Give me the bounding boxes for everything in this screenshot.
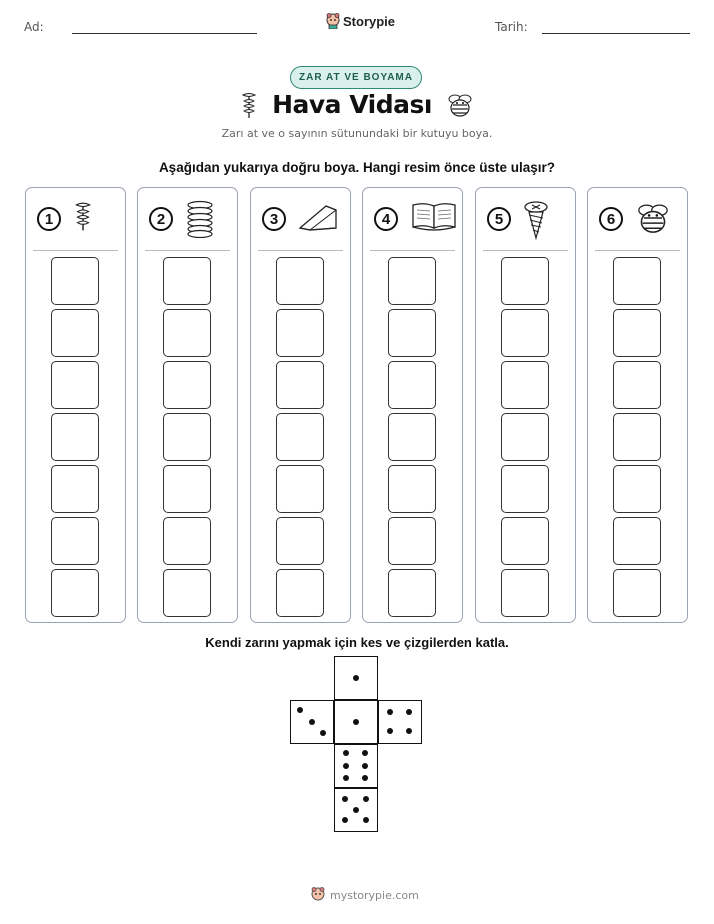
- column-6: [587, 187, 688, 623]
- color-box[interactable]: [613, 309, 661, 357]
- dice-pip: [387, 728, 393, 734]
- color-box[interactable]: [51, 569, 99, 617]
- color-box[interactable]: [501, 465, 549, 513]
- color-box[interactable]: [501, 361, 549, 409]
- dice-face-bottom[interactable]: [334, 788, 378, 832]
- storypie-mascot-icon: [326, 13, 340, 29]
- dice-pip: [343, 775, 349, 781]
- dice-pip: [343, 750, 349, 756]
- color-box[interactable]: [276, 413, 324, 461]
- color-box[interactable]: [51, 465, 99, 513]
- color-box[interactable]: [388, 465, 436, 513]
- color-box[interactable]: [501, 517, 549, 565]
- column-divider: [33, 250, 118, 251]
- dice-pip: [343, 763, 349, 769]
- color-box[interactable]: [163, 413, 211, 461]
- color-box[interactable]: [613, 517, 661, 565]
- bee-icon: [635, 200, 671, 241]
- color-box[interactable]: [163, 569, 211, 617]
- color-box[interactable]: [51, 309, 99, 357]
- color-box[interactable]: [276, 361, 324, 409]
- dice-pip: [309, 719, 315, 725]
- dice-face-top[interactable]: [334, 656, 378, 700]
- column-5: [475, 187, 576, 623]
- book-icon: [410, 200, 458, 237]
- page-title: Hava Vidası: [272, 90, 432, 119]
- dice-face-lower[interactable]: [334, 744, 378, 788]
- propeller-icon: [73, 200, 93, 237]
- color-box[interactable]: [276, 569, 324, 617]
- color-box[interactable]: [163, 465, 211, 513]
- screw-icon: [523, 200, 549, 245]
- date-label: Tarih:: [495, 20, 528, 34]
- dice-pip: [363, 817, 369, 823]
- color-box[interactable]: [51, 361, 99, 409]
- title-row: [240, 90, 474, 119]
- color-box[interactable]: [163, 309, 211, 357]
- color-box[interactable]: [501, 309, 549, 357]
- color-box[interactable]: [163, 257, 211, 305]
- column-1: [25, 187, 126, 623]
- dice-pip: [362, 775, 368, 781]
- color-box[interactable]: [613, 361, 661, 409]
- color-box[interactable]: [276, 309, 324, 357]
- wedge-icon: [298, 200, 340, 239]
- color-box[interactable]: [613, 465, 661, 513]
- dice-face-center[interactable]: [334, 700, 378, 744]
- color-box[interactable]: [501, 569, 549, 617]
- column-divider: [595, 250, 680, 251]
- color-box[interactable]: [388, 517, 436, 565]
- storypie-mascot-icon: [310, 887, 326, 903]
- color-box[interactable]: [613, 569, 661, 617]
- color-box[interactable]: [388, 257, 436, 305]
- dice-pip: [320, 730, 326, 736]
- color-box[interactable]: [501, 413, 549, 461]
- dice-pip: [353, 807, 359, 813]
- footer-url: mystorypie.com: [330, 888, 419, 902]
- dice-face-right[interactable]: [378, 700, 422, 744]
- dice-pip: [363, 796, 369, 802]
- date-line[interactable]: [542, 33, 690, 34]
- dice-pip: [297, 707, 303, 713]
- column-4: [362, 187, 463, 623]
- dice-pip: [342, 796, 348, 802]
- color-box[interactable]: [613, 413, 661, 461]
- column-number: 2: [149, 207, 173, 231]
- brand-logo: [326, 13, 395, 29]
- coloring-instruction: Aşağıdan yukarıya doğru boya. Hangi resim önce üste ulaşır?: [158, 160, 556, 175]
- column-number: 5: [487, 207, 511, 231]
- spring-icon: [185, 200, 215, 243]
- dice-pip: [406, 709, 412, 715]
- color-box[interactable]: [388, 361, 436, 409]
- bee-icon: [446, 91, 474, 119]
- dice-pip: [387, 709, 393, 715]
- color-box[interactable]: [163, 517, 211, 565]
- color-box[interactable]: [388, 413, 436, 461]
- dice-face-left[interactable]: [290, 700, 334, 744]
- subtitle: Zarı at ve o sayının sütunundaki bir kutuyu boya.: [221, 127, 493, 140]
- dice-pip: [353, 675, 359, 681]
- color-box[interactable]: [501, 257, 549, 305]
- column-number: 1: [37, 207, 61, 231]
- column-3: [250, 187, 351, 623]
- column-divider: [258, 250, 343, 251]
- brand-name: Storypie: [343, 13, 396, 29]
- activity-badge: ZAR AT VE BOYAMA: [290, 66, 422, 89]
- color-box[interactable]: [51, 413, 99, 461]
- color-box[interactable]: [388, 309, 436, 357]
- dice-pip: [362, 763, 368, 769]
- column-2: [137, 187, 238, 623]
- column-divider: [483, 250, 568, 251]
- dice-pip: [406, 728, 412, 734]
- column-number: 4: [374, 207, 398, 231]
- name-line[interactable]: [72, 33, 257, 34]
- column-divider: [145, 250, 230, 251]
- color-box[interactable]: [276, 517, 324, 565]
- dice-pip: [342, 817, 348, 823]
- propeller-icon: [240, 91, 258, 119]
- footer: [310, 887, 419, 903]
- color-box[interactable]: [276, 257, 324, 305]
- color-box[interactable]: [276, 465, 324, 513]
- color-box[interactable]: [388, 569, 436, 617]
- dice-instruction: Kendi zarını yapmak için kes ve çizgilerden katla.: [205, 635, 509, 650]
- column-divider: [370, 250, 455, 251]
- column-number: 6: [599, 207, 623, 231]
- color-box[interactable]: [51, 517, 99, 565]
- dice-pip: [362, 750, 368, 756]
- dice-pip: [353, 719, 359, 725]
- name-label: Ad:: [24, 20, 44, 34]
- column-number: 3: [262, 207, 286, 231]
- color-box[interactable]: [51, 257, 99, 305]
- color-box[interactable]: [613, 257, 661, 305]
- color-box[interactable]: [163, 361, 211, 409]
